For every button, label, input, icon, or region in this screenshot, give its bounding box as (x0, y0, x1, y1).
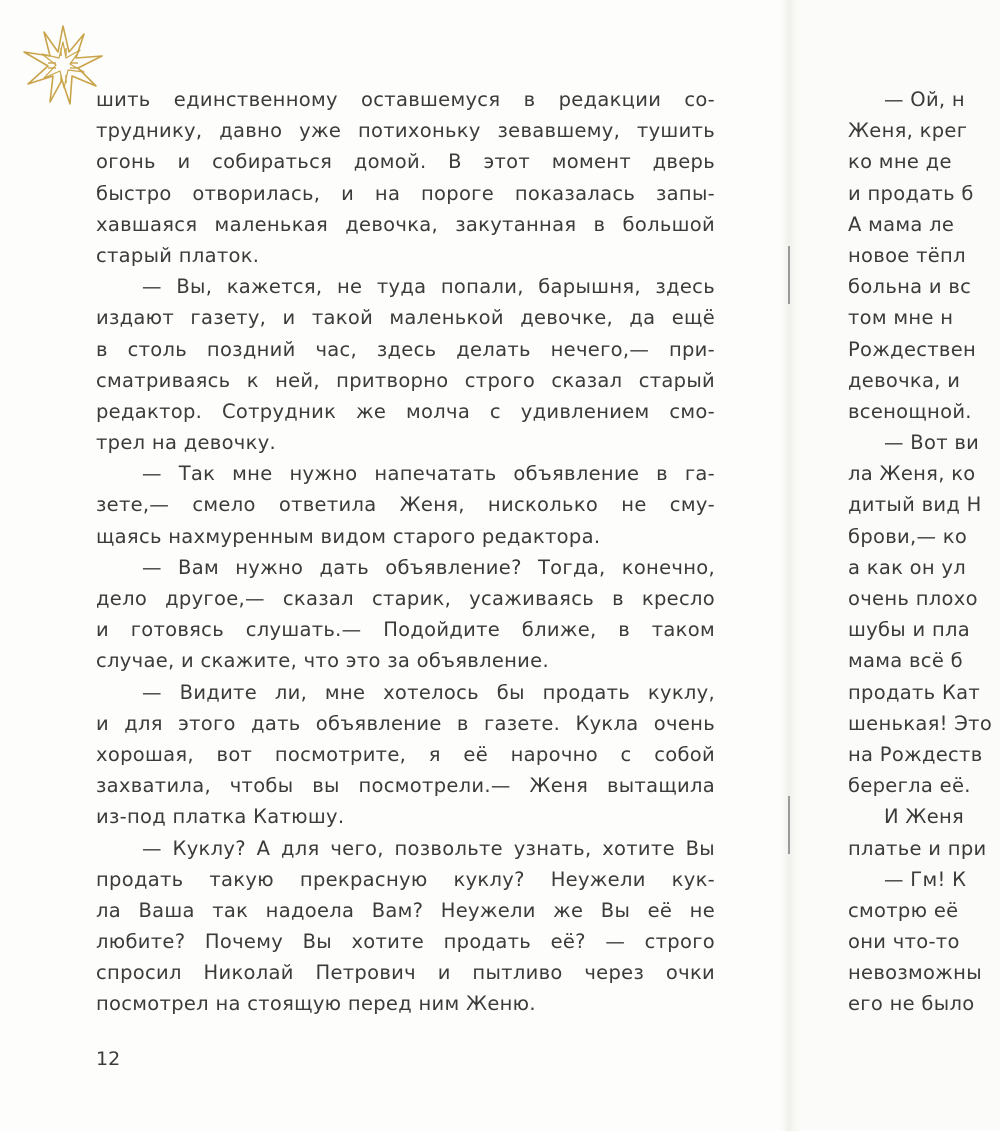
text-line: они что-то (848, 930, 960, 954)
star-ornament-icon (20, 22, 106, 108)
text-line: шубы и пла (848, 618, 971, 642)
text-line: И Женя (884, 805, 965, 829)
text-line: старый платок. (96, 243, 260, 267)
text-line: шенькая! Это (848, 711, 993, 735)
text-line: сматриваясь к ней, притворно строго сказал старый (96, 368, 715, 392)
text-line: шить единственному оставшемуся в редакции со- (96, 88, 715, 111)
text-line: Женя, крег (848, 119, 968, 143)
text-line: — Так мне нужно напечатать объявление в га- (142, 462, 715, 486)
text-line: — Ой, н (884, 88, 965, 111)
text-line: девочка, и (848, 368, 961, 392)
text-line: больна и вс (848, 275, 972, 299)
text-line: трел на девочку. (96, 431, 277, 455)
gutter-mark (788, 796, 790, 854)
text-line: а как он ул (848, 555, 967, 579)
text-line: хавшаяся маленькая девочка, закутанная в большой (96, 212, 715, 236)
right-page-text (848, 84, 1000, 1020)
text-line: любите? Почему Вы хотите продать её? — строго (96, 930, 715, 954)
text-line: невозможны (848, 961, 982, 985)
text-line: мама всё б (848, 649, 963, 673)
text-line: смотрю её (848, 898, 959, 922)
text-line: его не было (848, 992, 975, 1016)
text-line: Рождествен (848, 337, 977, 361)
text-line: и продать б (848, 181, 974, 205)
text-line: случае, и скажите, что это за объявление. (96, 649, 549, 673)
text-line: ко мне де (848, 150, 952, 174)
text-line: дитый вид Н (848, 493, 982, 517)
text-line: в столь поздний час, здесь делать нечего,— при- (96, 337, 715, 361)
text-line: — Гм! К (884, 867, 967, 891)
page-number: 12 (96, 1048, 121, 1070)
text-line: зете,— смело ответила Женя, нисколько не сму- (96, 493, 715, 517)
text-line: том мне н (848, 306, 954, 330)
left-page-text (96, 84, 715, 1020)
text-line: спросил Николай Петрович и пытливо через очки (96, 961, 715, 985)
text-line: и готовясь слушать.— Подойдите ближе, в таком (96, 618, 715, 642)
text-line: А мама ле (848, 212, 955, 236)
text-line: — Вам нужно дать объявление? Тогда, конечно, (142, 555, 715, 579)
text-line: посмотрел на стоящую перед ним Женю. (96, 992, 536, 1016)
text-line: редактор. Сотрудник же молча с удивлением смо- (96, 399, 715, 423)
text-line: из-под платка Катюшу. (96, 805, 345, 829)
book-gutter (781, 0, 799, 1131)
text-line: берегла её. (848, 774, 971, 798)
text-line: всенощной. (848, 399, 972, 423)
text-line: продать такую прекрасную куклу? Неужели кук- (96, 867, 715, 891)
text-line: огонь и собираться домой. В этот момент дверь (96, 150, 715, 174)
text-line: — Куклу? А для чего, позвольте узнать, хотите Вы (142, 836, 715, 860)
text-line: новое тёпл (848, 243, 966, 267)
text-line: — Вы, кажется, не туда попали, барышня, здесь (142, 275, 715, 299)
text-line: платье и при (848, 836, 987, 860)
text-line: щаясь нахмуренным видом старого редактора. (96, 524, 601, 548)
text-line: ла Женя, ко (848, 462, 976, 486)
text-line: на Рождеств (848, 742, 983, 766)
text-line: продать Кат (848, 680, 980, 704)
text-line: труднику, давно уже потихоньку зевавшему, тушить (96, 119, 715, 143)
text-line: и для этого дать объявление в газете. Кукла очень (96, 711, 715, 735)
text-line: захватила, чтобы вы посмотрели.— Женя вытащила (96, 774, 715, 798)
text-line: ла Ваша так надоела Вам? Неужели же Вы её не (96, 898, 715, 922)
text-line: — Видите ли, мне хотелось бы продать куклу, (142, 680, 715, 704)
text-line: очень плохо (848, 587, 978, 610)
text-line: — Вот ви (884, 431, 980, 455)
gutter-mark (788, 246, 790, 304)
text-line: дело другое,— сказал старик, усаживаясь в кресло (96, 587, 715, 610)
text-line: быстро отворилась, и на пороге показалась запы- (96, 181, 715, 205)
text-line: издают газету, и такой маленькой девочке, да ещё (96, 306, 715, 330)
text-line: брови,— ко (848, 524, 968, 548)
text-line: хорошая, вот посмотрите, я её нарочно с собой (96, 742, 715, 766)
